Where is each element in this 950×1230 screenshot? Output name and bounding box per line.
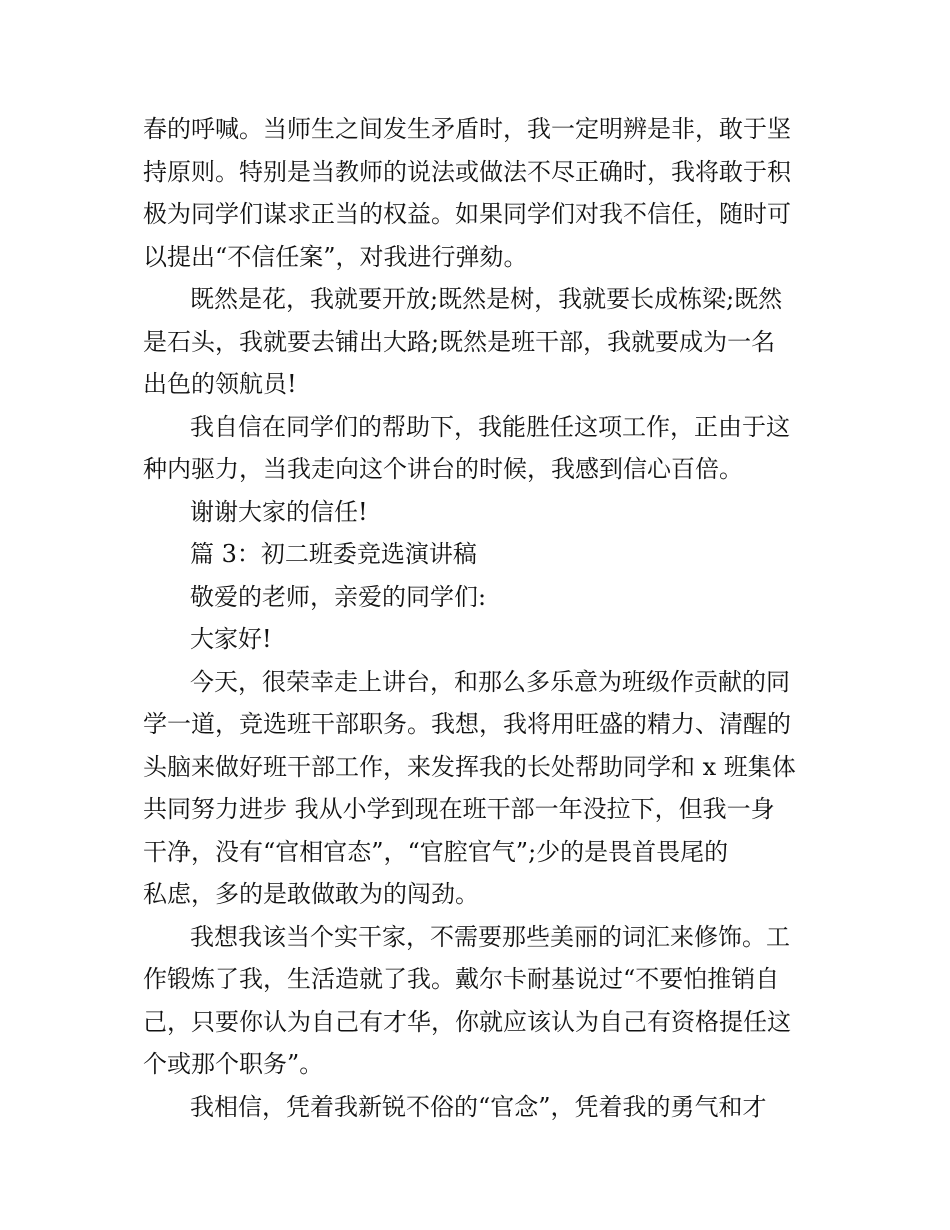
section-heading: 篇 3：初二班委竞选演讲稿 (190, 540, 477, 568)
document-body (143, 108, 823, 1128)
line-7: 出色的领航员! (143, 370, 297, 398)
line-5: 既然是花，我就要开放;既然是树，我就要长成栋梁;既然 (190, 285, 783, 313)
line-17: 共同努力进步 我从小学到现在班干部一年没拉下，但我一身 (143, 795, 775, 823)
line-8: 我自信在同学们的帮助下，我能胜任这项工作，正由于这 (190, 412, 790, 441)
line-19: 私虑，多的是敢做敢为的闯劲。 (143, 880, 479, 908)
line-4: 以提出“不信任案”，对我进行弹劾。 (143, 242, 528, 271)
line-22: 己，只要你认为自己有才华，你就应该认为自己有资格提任这 (143, 1007, 791, 1036)
line-16: 头脑来做好班干部工作，来发挥我的长处帮助同学和 x 班集体 (143, 752, 796, 781)
line-10: 谢谢大家的信任! (190, 497, 368, 526)
greeting: 大家好! (190, 625, 272, 653)
line-20: 我想我该当个实干家，不需要那些美丽的词汇来修饰。工 (190, 922, 790, 951)
line-15: 学一道，竞选班干部职务。我想，我将用旺盛的精力、清醒的 (143, 710, 791, 738)
line-14: 今天，很荣幸走上讲台，和那么多乐意为班级作贡献的同 (190, 667, 790, 696)
line-9: 种内驱力，当我走向这个讲台的时候，我感到信心百倍。 (143, 455, 743, 483)
line-24: 我相信，凭着我新锐不俗的“官念”，凭着我的勇气和才 (190, 1092, 767, 1121)
salutation: 敬爱的老师，亲爱的同学们: (190, 582, 487, 611)
line-18: 干净，没有“官相官态”，“官腔官气”;少的是畏首畏尾的 (143, 837, 729, 866)
line-21: 作锻炼了我，生活造就了我。戴尔卡耐基说过“不要怕推销自 (143, 965, 780, 993)
line-1: 春的呼喊。当师生之间发生矛盾时，我一定明辨是非，敢于坚 (143, 115, 791, 143)
line-23: 个或那个职务”。 (143, 1050, 324, 1078)
line-3: 极为同学们谋求正当的权益。如果同学们对我不信任，随时可 (143, 200, 791, 228)
line-6: 是石头，我就要去铺出大路;既然是班干部，我就要成为一名 (143, 327, 776, 356)
line-2: 持原则。特别是当教师的说法或做法不尽正确时，我将敢于积 (143, 157, 791, 186)
